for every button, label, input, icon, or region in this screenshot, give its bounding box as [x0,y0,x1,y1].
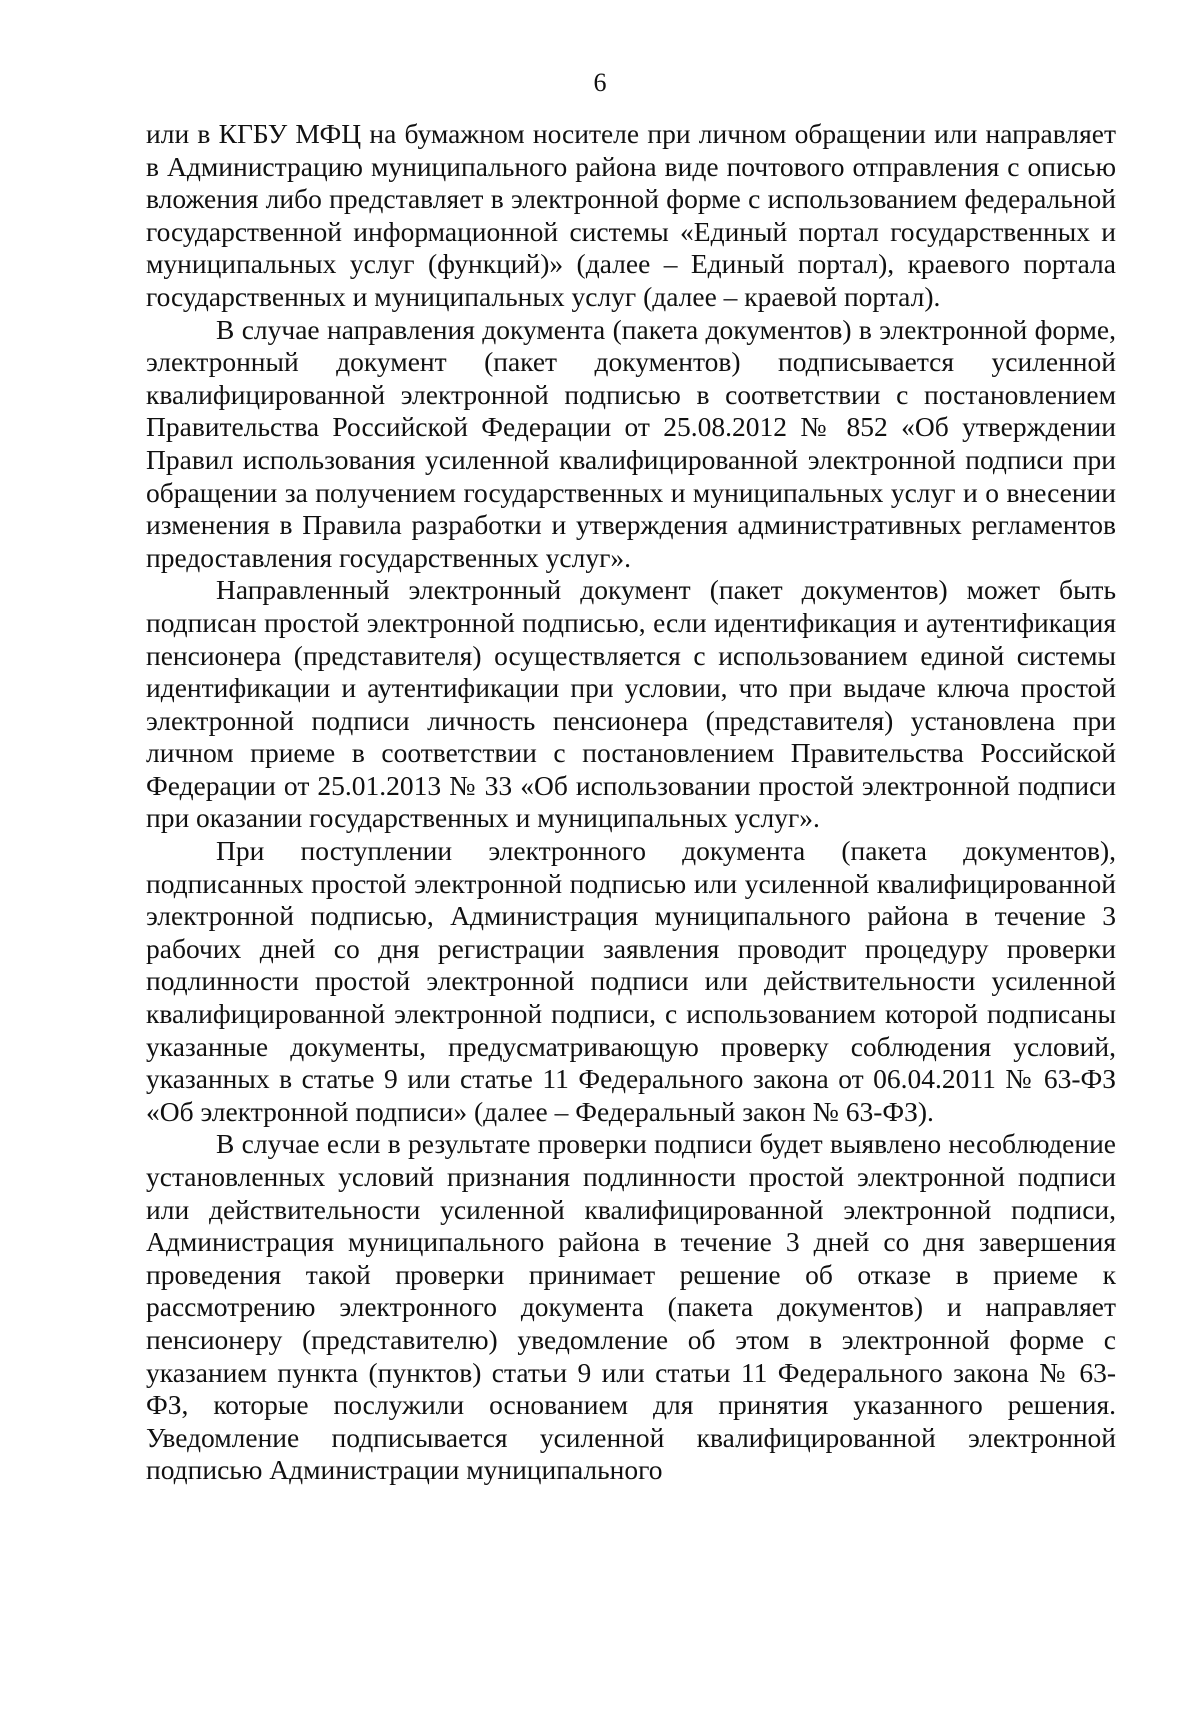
paragraph-5: В случае если в результате проверки подписи будет выявлено несоблюдение установленных условий признания подлинности простой электронной подписи или действительности усиленной квалифицированной электронной подписи, Администрация муниципального района в течение 3 дней со дня завершения проведения такой проверки принимает решение об отказе в приеме к рассмотрению электронного документа (пакета документов) и направляет пенсионеру (представителю) уведомление об этом в электронной форме с указанием пункта (пунктов) статьи 9 или статьи 11 Федерального закона № 63-ФЗ, которые послужили основанием для принятия указанного решения. Уведомление подписывается усиленной квалифицированной электронной подписью Администрации муниципального [146,1128,1116,1486]
paragraph-3: Направленный электронный документ (пакет документов) может быть подписан простой электронной подписью, если идентификация и аутентификация пенсионера (представителя) осуществляется с использованием единой системы идентификации и аутентификации при условии, что при выдаче ключа простой электронной подписи личность пенсионера (представителя) установлена при личном приеме в соответствии с постановлением Правительства Российской Федерации от 25.01.2013 № 33 «Об использовании простой электронной подписи при оказании государственных и муниципальных услуг». [146,574,1116,834]
document-body [146,118,1116,1487]
paragraph-4: При поступлении электронного документа (пакета документов), подписанных простой электронной подписью или усиленной квалифицированной электронной подписью, Администрация муниципального района в течение 3 рабочих дней со дня регистрации заявления проводит процедуру проверки подлинности простой электронной подписи или действительности усиленной квалифицированной электронной подписи, с использованием которой подписаны указанные документы, предусматривающую проверку соблюдения условий, указанных в статье 9 или статье 11 Федерального закона от 06.04.2011 № 63-ФЗ «Об электронной подписи» (далее – Федеральный закон № 63-ФЗ). [146,835,1116,1127]
paragraph-1: или в КГБУ МФЦ на бумажном носителе при личном обращении или направляет в Администрацию муниципального района виде почтового отправления с описью вложения либо представляет в электронной форме с использованием федеральной государственной информационной системы «Единый портал государственных и муниципальных услуг (функций)» (далее – Единый портал), краевого портала государственных и муниципальных услуг (далее – краевой портал). [146,118,1116,312]
paragraph-2: В случае направления документа (пакета документов) в электронной форме, электронный документ (пакет документов) подписывается усиленной квалифицированной электронной подписью в соответствии с постановлением Правительства Российской Федерации от 25.08.2012 № 852 «Об утверждении Правил использования усиленной квалифицированной электронной подписи при обращении за получением государственных и муниципальных услуг и о внесении изменения в Правила разработки и утверждения административных регламентов предоставления государственных услуг». [146,313,1116,573]
page-number: 6 [593,68,607,97]
